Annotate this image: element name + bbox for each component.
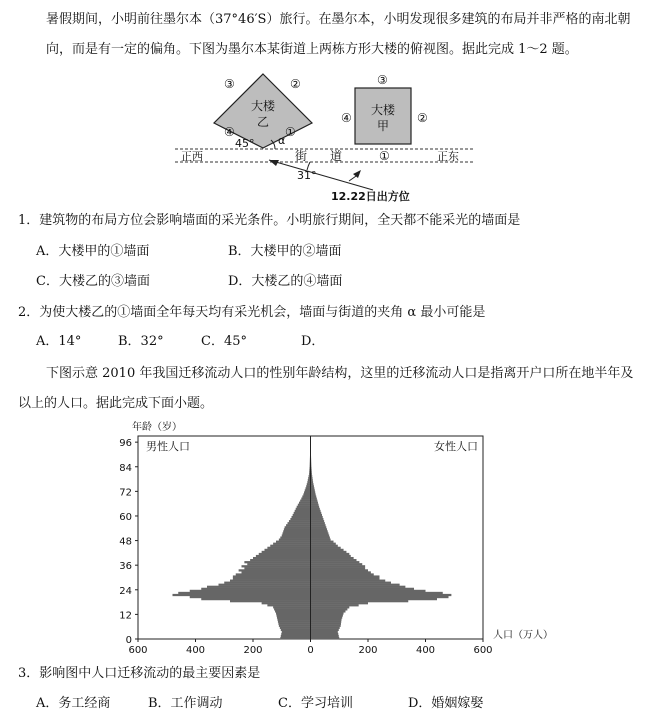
building-a-label-1: 大楼 <box>371 103 396 117</box>
q1-option-d[interactable]: D．大楼乙的④墙面 <box>228 274 343 289</box>
female-bar <box>311 491 316 493</box>
male-bar <box>302 495 310 497</box>
angle-alpha-label: α <box>278 134 286 147</box>
building-b-wall4: ④ <box>224 125 235 139</box>
male-bar <box>273 606 310 608</box>
male-bar <box>283 530 310 532</box>
male-bar <box>290 518 310 520</box>
q3-stem: 3．影响图中人口迁移流动的最主要因素是 <box>18 666 261 681</box>
sunrise-label: 12.22日出方位 <box>331 190 410 203</box>
female-bar <box>311 621 342 623</box>
male-bar <box>281 629 311 631</box>
female-bar <box>311 498 317 500</box>
male-bar <box>296 508 311 510</box>
male-bar <box>279 625 311 627</box>
y-tick-label: 72 <box>119 487 132 499</box>
male-bar <box>278 621 311 623</box>
male-bar <box>285 526 311 528</box>
female-bar <box>311 637 340 639</box>
male-bar <box>236 573 311 575</box>
q3-option-c[interactable]: C．学习培训 <box>278 696 353 711</box>
x-tick-label: 400 <box>415 645 436 656</box>
female-bar <box>311 590 426 592</box>
building-diagram <box>175 66 475 208</box>
male-bar <box>219 584 311 586</box>
male-bar <box>233 577 311 579</box>
building-b-label-1: 大楼 <box>251 99 276 113</box>
male-bar <box>242 571 311 573</box>
female-bar <box>311 555 351 557</box>
male-bar <box>303 493 310 495</box>
male-bar <box>265 549 311 551</box>
chart-right-series-label: 女性人口 <box>434 440 478 453</box>
y-tick-label: 96 <box>119 438 132 450</box>
male-bar <box>297 506 311 508</box>
male-bar <box>267 547 310 549</box>
male-bar <box>289 520 311 522</box>
male-bar <box>282 532 310 534</box>
q2-option-a[interactable]: A．14° <box>36 334 82 349</box>
male-bar <box>293 514 311 516</box>
female-bar <box>311 586 406 588</box>
male-bar <box>280 536 310 538</box>
female-bar <box>311 526 327 528</box>
male-bar <box>278 623 310 625</box>
passage1-line1: 暑假期间，小明前往墨尔本（37°46′S）旅行。在墨尔本，小明发现很多建筑的布局并非严格的南北朝 <box>46 12 631 27</box>
female-bar <box>311 547 341 549</box>
male-bar <box>190 596 311 598</box>
female-bar <box>311 559 357 561</box>
female-bar <box>311 573 374 575</box>
street-label-1: 街 <box>295 149 308 163</box>
male-bar <box>288 522 311 524</box>
male-bar <box>244 567 310 569</box>
female-bar <box>311 551 347 553</box>
female-bar <box>311 582 392 584</box>
male-bar <box>242 565 311 567</box>
female-bar <box>311 493 316 495</box>
female-bar <box>311 514 323 516</box>
male-bar <box>292 516 311 518</box>
building-b-label-2: 乙 <box>257 115 270 129</box>
female-bar <box>311 608 348 610</box>
female-bar <box>311 495 317 497</box>
male-bar <box>267 604 310 606</box>
chart-y-label: 年龄（岁） <box>132 422 182 433</box>
female-bar <box>311 633 339 635</box>
male-bar <box>230 580 311 582</box>
female-bar <box>311 487 315 489</box>
x-tick-label: 600 <box>128 645 148 656</box>
female-bar <box>311 571 371 573</box>
female-bar <box>311 553 350 555</box>
male-bar <box>275 610 310 612</box>
female-bar <box>311 623 341 625</box>
male-bar <box>276 614 310 616</box>
y-tick-label: 0 <box>125 635 132 646</box>
female-bar <box>311 516 323 518</box>
male-bar <box>305 489 311 491</box>
female-bar <box>311 600 409 602</box>
female-bar <box>311 569 369 571</box>
female-bar <box>311 528 328 530</box>
female-bar <box>311 522 325 524</box>
female-bar <box>311 594 452 596</box>
building-b-wall2: ② <box>290 77 301 91</box>
building-a-wall3: ③ <box>377 73 388 87</box>
female-bar <box>311 575 380 577</box>
east-label: 正东 <box>437 150 459 163</box>
q1-option-c[interactable]: C．大楼乙的③墙面 <box>36 274 150 289</box>
q2-option-d[interactable]: D． <box>301 334 325 349</box>
female-bar <box>311 504 319 506</box>
q2-option-c[interactable]: C．45° <box>201 334 247 349</box>
male-bar <box>280 637 310 639</box>
female-bar <box>311 530 328 532</box>
female-bar <box>311 518 324 520</box>
female-bar <box>311 612 344 614</box>
male-bar <box>294 512 311 514</box>
chart-left-series-label: 男性人口 <box>146 440 190 453</box>
male-bar <box>262 602 311 604</box>
q3-option-a[interactable]: A．务工经商 <box>36 696 111 711</box>
male-bar <box>259 553 311 555</box>
female-bar <box>311 577 380 579</box>
q1-option-a[interactable]: A．大楼甲的①墙面 <box>36 244 150 259</box>
male-bar <box>201 588 310 590</box>
x-tick-label: 0 <box>307 645 314 656</box>
building-a-label-2: 甲 <box>377 119 390 133</box>
male-bar <box>277 618 310 620</box>
female-bar <box>311 565 366 567</box>
female-bar <box>311 592 443 594</box>
street-label-2: 道 <box>330 149 343 163</box>
male-bar <box>270 545 310 547</box>
male-bar <box>274 608 310 610</box>
building-a-wall2: ② <box>417 111 428 125</box>
female-bar <box>311 614 343 616</box>
female-bar <box>311 625 341 627</box>
male-bar <box>282 631 311 633</box>
west-label: 正西 <box>181 150 203 163</box>
female-bar <box>311 539 331 541</box>
female-bar <box>311 627 340 629</box>
male-bar <box>256 555 311 557</box>
male-bar <box>284 528 311 530</box>
male-bar <box>233 575 311 577</box>
y-tick-label: 84 <box>119 462 132 474</box>
female-bar <box>311 580 386 582</box>
male-bar <box>244 561 310 563</box>
male-bar <box>239 569 311 571</box>
female-bar <box>311 532 329 534</box>
q2-stem: 2．为使大楼乙的①墙面全年每天均有采光机会，墙面与街道的夹角 α 最小可能是 <box>18 305 486 320</box>
male-bar <box>178 592 310 594</box>
building-b-wall1: ① <box>285 125 296 139</box>
male-bar <box>298 504 311 506</box>
male-bar <box>295 510 311 512</box>
female-bar <box>311 629 339 631</box>
male-bar <box>230 600 311 602</box>
q2-option-b[interactable]: B．32° <box>118 334 164 349</box>
building-b-wall3: ③ <box>224 77 235 91</box>
x-tick-label: 200 <box>243 645 263 656</box>
population-pyramid-chart <box>100 416 553 656</box>
female-bar <box>311 534 330 536</box>
male-bar <box>201 598 310 600</box>
female-bar <box>311 598 438 600</box>
y-tick-label: 60 <box>119 511 132 523</box>
female-bar <box>311 500 318 502</box>
female-bar <box>311 489 315 491</box>
female-bar <box>311 567 366 569</box>
male-bar <box>273 543 310 545</box>
female-bar <box>311 508 320 510</box>
female-bar <box>311 520 325 522</box>
male-bar <box>173 594 311 596</box>
male-bar <box>286 524 310 526</box>
male-bar <box>307 483 311 485</box>
male-bar <box>250 559 310 561</box>
female-bar <box>311 588 415 590</box>
q1-option-b[interactable]: B．大楼甲的②墙面 <box>228 244 342 259</box>
male-bar <box>280 627 311 629</box>
male-bar <box>276 541 311 543</box>
female-bar <box>311 541 334 543</box>
female-bar <box>311 545 338 547</box>
street-wall1: ① <box>379 149 390 163</box>
female-bar <box>311 606 350 608</box>
female-bar <box>311 524 326 526</box>
chart-x-label: 人口（万人） <box>493 630 553 641</box>
female-bar <box>311 631 338 633</box>
female-bar <box>311 635 339 637</box>
female-bar <box>311 485 314 487</box>
female-bar <box>311 549 344 551</box>
angle-31-label: 31° <box>297 169 317 182</box>
female-bar <box>311 561 360 563</box>
male-bar <box>282 534 311 536</box>
q3-option-d[interactable]: D．婚姻嫁娶 <box>408 696 484 711</box>
female-bar <box>311 506 320 508</box>
y-tick-label: 36 <box>119 561 132 573</box>
male-bar <box>305 487 310 489</box>
male-bar <box>247 563 310 565</box>
female-bar <box>311 512 322 514</box>
male-bar <box>281 635 311 637</box>
female-bar <box>311 596 449 598</box>
q3-option-b[interactable]: B．工作调动 <box>148 696 223 711</box>
female-bar <box>311 502 318 504</box>
male-bar <box>253 557 311 559</box>
male-bar <box>306 485 310 487</box>
y-tick-label: 12 <box>119 610 132 622</box>
male-bar <box>207 586 311 588</box>
female-bar <box>311 618 342 620</box>
x-tick-label: 600 <box>473 645 493 656</box>
male-bar <box>224 582 310 584</box>
passage2-line2: 以上的人口。据此完成下面小题。 <box>18 396 214 411</box>
male-bar <box>190 590 311 592</box>
y-tick-label: 24 <box>119 585 132 597</box>
male-bar <box>299 502 311 504</box>
y-tick-label: 48 <box>119 536 132 548</box>
female-bar <box>311 510 321 512</box>
female-bar <box>311 536 330 538</box>
male-bar <box>279 539 311 541</box>
male-bar <box>300 500 310 502</box>
male-bar <box>281 633 310 635</box>
female-bar <box>311 557 354 559</box>
x-tick-label: 200 <box>358 645 378 656</box>
female-bar <box>311 610 346 612</box>
male-bar <box>262 551 311 553</box>
building-a-wall4: ④ <box>341 111 352 125</box>
angle-45-label: 45° <box>235 137 255 150</box>
male-bar <box>304 491 310 493</box>
female-bar <box>311 616 343 618</box>
female-bar <box>311 563 363 565</box>
passage1-line2: 向，而是有一定的偏角。下图为墨尔本某街道上两栋方形大楼的俯视图。据此完成 1～2 题。 <box>46 42 578 57</box>
male-bar <box>301 498 310 500</box>
female-bar <box>311 604 359 606</box>
female-bar <box>311 584 400 586</box>
female-bar <box>311 543 336 545</box>
q1-stem: 1．建筑物的布局方位会影响墙面的采光条件。小明旅行期间，全天都不能采光的墙面是 <box>18 213 521 228</box>
female-bar <box>311 602 369 604</box>
male-bar <box>277 616 311 618</box>
passage2-line1: 下图示意 2010 年我国迁移流动人口的性别年龄结构，这里的迁移流动人口是指离开户口所在地半年及 <box>46 366 634 381</box>
x-tick-label: 400 <box>185 645 206 656</box>
male-bar <box>276 612 311 614</box>
